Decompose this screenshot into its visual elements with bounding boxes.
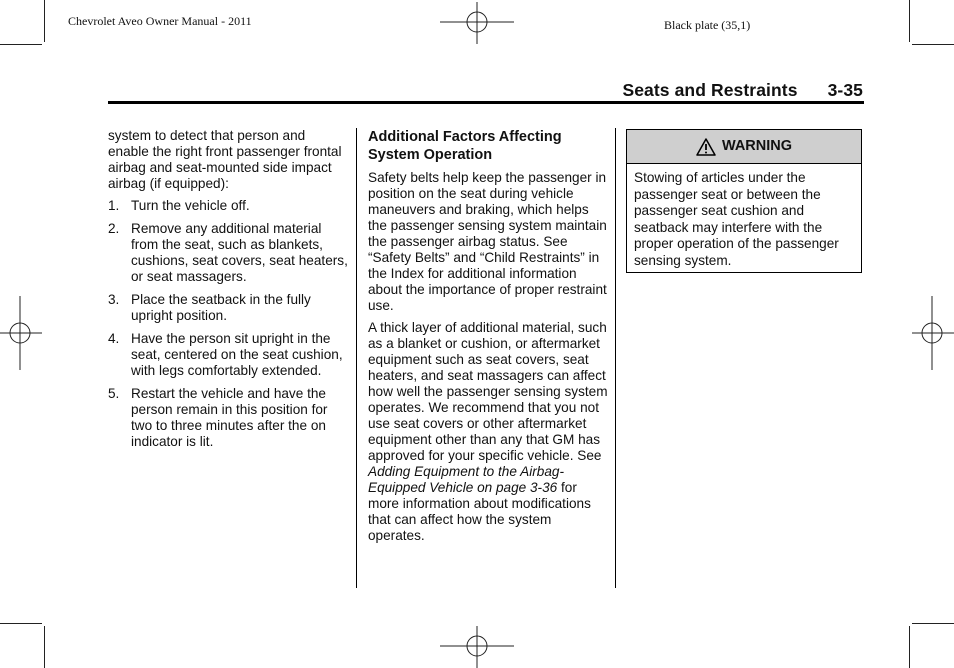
- registration-mark-top: [440, 2, 514, 44]
- step-text: Remove any additional material from the seat, such as blankets, cushions, seat covers, seat heaters, or seat massagers.: [131, 221, 348, 284]
- paragraph-additional-material: [368, 320, 608, 544]
- crop-mark: [0, 44, 42, 45]
- list-item: [108, 292, 348, 324]
- crop-mark: [909, 0, 910, 42]
- paragraph-safety-belts: Safety belts help keep the passenger in position on the seat during vehicle maneuvers and braking, which helps the passenger sensing system maintain the passenger airbag status. See “Safety Belts” and “Child Restraints” in the Index for additional information about the importance of proper restraint use.: [368, 170, 607, 313]
- warning-text: Stowing of articles under the passenger seat or between the passenger seat cushion and seatback may interfere with the proper operation of the passenger sensing system.: [634, 170, 839, 268]
- list-item: [108, 221, 348, 285]
- crop-mark: [912, 623, 954, 624]
- steps-list: [108, 198, 348, 450]
- list-item: [108, 386, 348, 450]
- column-divider: [615, 128, 616, 588]
- step-number: 1.: [108, 198, 120, 213]
- warning-label: WARNING: [721, 138, 793, 155]
- cross-reference-link[interactable]: Adding Equipment to the Airbag-Equipped Vehicle on page 3-36: [368, 464, 564, 495]
- step-number: 2.: [108, 221, 120, 236]
- step-text: Turn the vehicle off.: [131, 198, 250, 213]
- crop-mark: [44, 0, 45, 42]
- paragraph-text: for more information about modifications that can affect how the system operates.: [368, 480, 591, 543]
- header-rule: [108, 101, 864, 104]
- warning-box: [626, 129, 862, 273]
- column-divider: [356, 128, 357, 588]
- column-2: [368, 128, 608, 550]
- plate-label: Black plate (35,1): [664, 18, 751, 32]
- list-item: [108, 331, 348, 379]
- crop-mark: [0, 623, 42, 624]
- crop-mark: [909, 626, 910, 668]
- step-text: Have the person sit upright in the seat, centered on the seat cushion, with legs comfortably extended.: [131, 331, 343, 378]
- manual-title: Chevrolet Aveo Owner Manual - 2011: [68, 14, 252, 28]
- section-title: Seats and Restraints: [622, 80, 798, 100]
- warning-header: [627, 130, 861, 164]
- step-text: Place the seatback in the fully upright position.: [131, 292, 311, 323]
- column-1: [108, 128, 348, 457]
- section-header: [108, 80, 863, 101]
- step-text: Restart the vehicle and have the person remain in this position for two to three minutes after the on indicator is lit.: [131, 386, 328, 449]
- crop-mark: [912, 44, 954, 45]
- registration-mark-left: [0, 296, 42, 370]
- page-number: 3-35: [827, 80, 863, 100]
- subsection-heading: Additional Factors Affecting System Operation: [368, 129, 562, 163]
- step-number: 4.: [108, 331, 120, 346]
- paragraph-text: A thick layer of additional material, such as a blanket or cushion, or aftermarket equipment such as seat covers, seat heaters, and seat massagers can affect how well the passenger sensing system operates. We recommend that you not use seat covers or other aftermarket equipment other than any that GM has approved for your specific vehicle. See: [368, 320, 608, 463]
- list-item: [108, 198, 348, 214]
- warning-triangle-icon: [696, 138, 716, 156]
- step-number: 5.: [108, 386, 120, 401]
- registration-mark-bottom: [440, 626, 514, 668]
- intro-paragraph: system to detect that person and enable the right front passenger frontal airbag and seat-mounted side impact airbag (if equipped):: [108, 128, 342, 191]
- registration-mark-right: [912, 296, 954, 370]
- crop-mark: [44, 626, 45, 668]
- step-number: 3.: [108, 292, 120, 307]
